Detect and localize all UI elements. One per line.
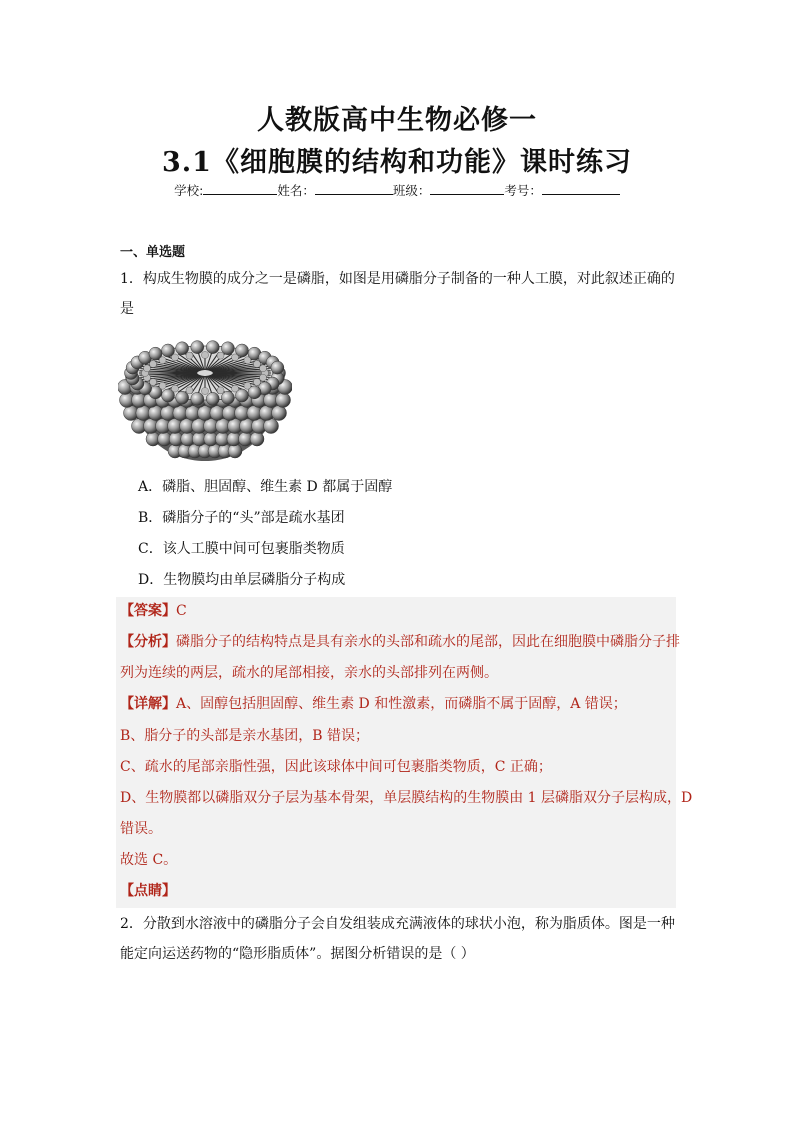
title-line-2: 3.1《细胞膜的结构和功能》课时练习 bbox=[162, 147, 632, 178]
option-b[interactable]: B．磷脂分子的“头”部是疏水基团 bbox=[138, 510, 345, 526]
lipid-head bbox=[272, 406, 287, 421]
detail-line-4: D、生物膜都以磷脂双分子层为基本骨架，单层膜结构的生物膜由 1 层磷脂双分子层构成，D bbox=[120, 790, 693, 806]
rim-head bbox=[221, 342, 234, 355]
student-info-line bbox=[0, 181, 794, 199]
inner-head bbox=[150, 361, 157, 368]
inner-head bbox=[259, 365, 266, 372]
inner-head bbox=[202, 388, 209, 395]
detail-line-3: C、疏水的尾部亲脂性强，因此该球体中间可包裹脂类物质，C 正确； bbox=[120, 759, 552, 775]
rim-head bbox=[191, 392, 204, 405]
liposome-figure bbox=[118, 333, 292, 463]
detail-line-5: 错误。 bbox=[120, 821, 162, 837]
option-a[interactable]: A．磷脂、胆固醇、维生素 D 都属于固醇 bbox=[138, 479, 393, 495]
lipid-head bbox=[250, 432, 264, 446]
inner-head bbox=[172, 385, 179, 392]
school-blank[interactable] bbox=[203, 183, 277, 195]
rim-head bbox=[206, 392, 219, 405]
inner-head bbox=[159, 357, 166, 364]
detail-line-2: B、脂分子的头部是亲水基团，B 错误； bbox=[120, 728, 370, 744]
option-c[interactable]: C．该人工膜中间可包裹脂类物质 bbox=[138, 541, 345, 557]
inner-head bbox=[253, 379, 260, 386]
inner-head bbox=[232, 385, 239, 392]
number-label: 考号： bbox=[504, 183, 542, 198]
rim-head bbox=[271, 361, 284, 374]
answer-tag: 【答案】 bbox=[120, 603, 176, 619]
lipid-head bbox=[264, 419, 279, 434]
inner-head bbox=[253, 361, 260, 368]
name-label: 姓名： bbox=[277, 183, 315, 198]
inner-head bbox=[217, 387, 224, 394]
inner-head bbox=[244, 382, 251, 389]
number-blank[interactable] bbox=[542, 183, 620, 195]
class-blank[interactable] bbox=[430, 183, 504, 195]
section-heading: 一、单选题 bbox=[120, 245, 186, 260]
inner-head bbox=[244, 357, 251, 364]
comment-tag: 【点睛】 bbox=[120, 883, 176, 899]
lipid-head bbox=[276, 393, 291, 408]
comment-line bbox=[120, 881, 176, 901]
conclusion-line: 故选 C。 bbox=[120, 852, 178, 868]
analysis-line-1 bbox=[120, 632, 680, 652]
rim-head bbox=[221, 391, 234, 404]
answer-value: C bbox=[176, 603, 187, 619]
rim-head bbox=[206, 341, 219, 354]
inner-head bbox=[259, 374, 266, 381]
inner-head bbox=[159, 382, 166, 389]
inner-head bbox=[232, 354, 239, 361]
inner-head bbox=[186, 352, 193, 359]
detail-tag: 【详解】 bbox=[120, 696, 176, 712]
question-2-stem-line-2: 能定向运送药物的“隐形脂质体”。据图分析错误的是（ ） bbox=[120, 946, 475, 962]
inner-head bbox=[186, 387, 193, 394]
inner-head bbox=[150, 379, 157, 386]
inner-head bbox=[202, 352, 209, 359]
question-1-stem-line-2: 是 bbox=[120, 301, 134, 317]
analysis-text-1: 磷脂分子的结构特点是具有亲水的头部和疏水的尾部，因此在细胞膜中磷脂分子排 bbox=[176, 634, 680, 650]
question-2-stem-line-1: 2．分散到水溶液中的磷脂分子会自发组装成充满液体的球状小泡，称为脂质体。图是一种 bbox=[120, 916, 675, 932]
question-1-stem-line-1: 1．构成生物膜的成分之一是磷脂，如图是用磷脂分子制备的一种人工膜，对此叙述正确的 bbox=[120, 271, 675, 287]
rim-head bbox=[176, 391, 189, 404]
school-label: 学校: bbox=[174, 183, 204, 198]
rim-head bbox=[176, 342, 189, 355]
detail-line-1 bbox=[120, 694, 627, 714]
answer-line bbox=[120, 601, 187, 621]
inner-head bbox=[144, 365, 151, 372]
rim-head bbox=[191, 341, 204, 354]
inner-head bbox=[172, 354, 179, 361]
class-label: 班级： bbox=[392, 183, 431, 198]
option-d[interactable]: D．生物膜均由单层磷脂分子构成 bbox=[138, 572, 346, 588]
name-blank[interactable] bbox=[315, 183, 393, 195]
detail-text-1: A、固醇包括胆固醇、维生素 D 和性激素，而磷脂不属于固醇，A 错误； bbox=[176, 696, 627, 712]
inner-head bbox=[217, 352, 224, 359]
title-line-1: 人教版高中生物必修一 bbox=[257, 105, 537, 136]
analysis-tag: 【分析】 bbox=[120, 634, 176, 650]
analysis-line-2: 列为连续的两层，疏水的尾部相接，亲水的头部排列在两侧。 bbox=[120, 665, 498, 681]
